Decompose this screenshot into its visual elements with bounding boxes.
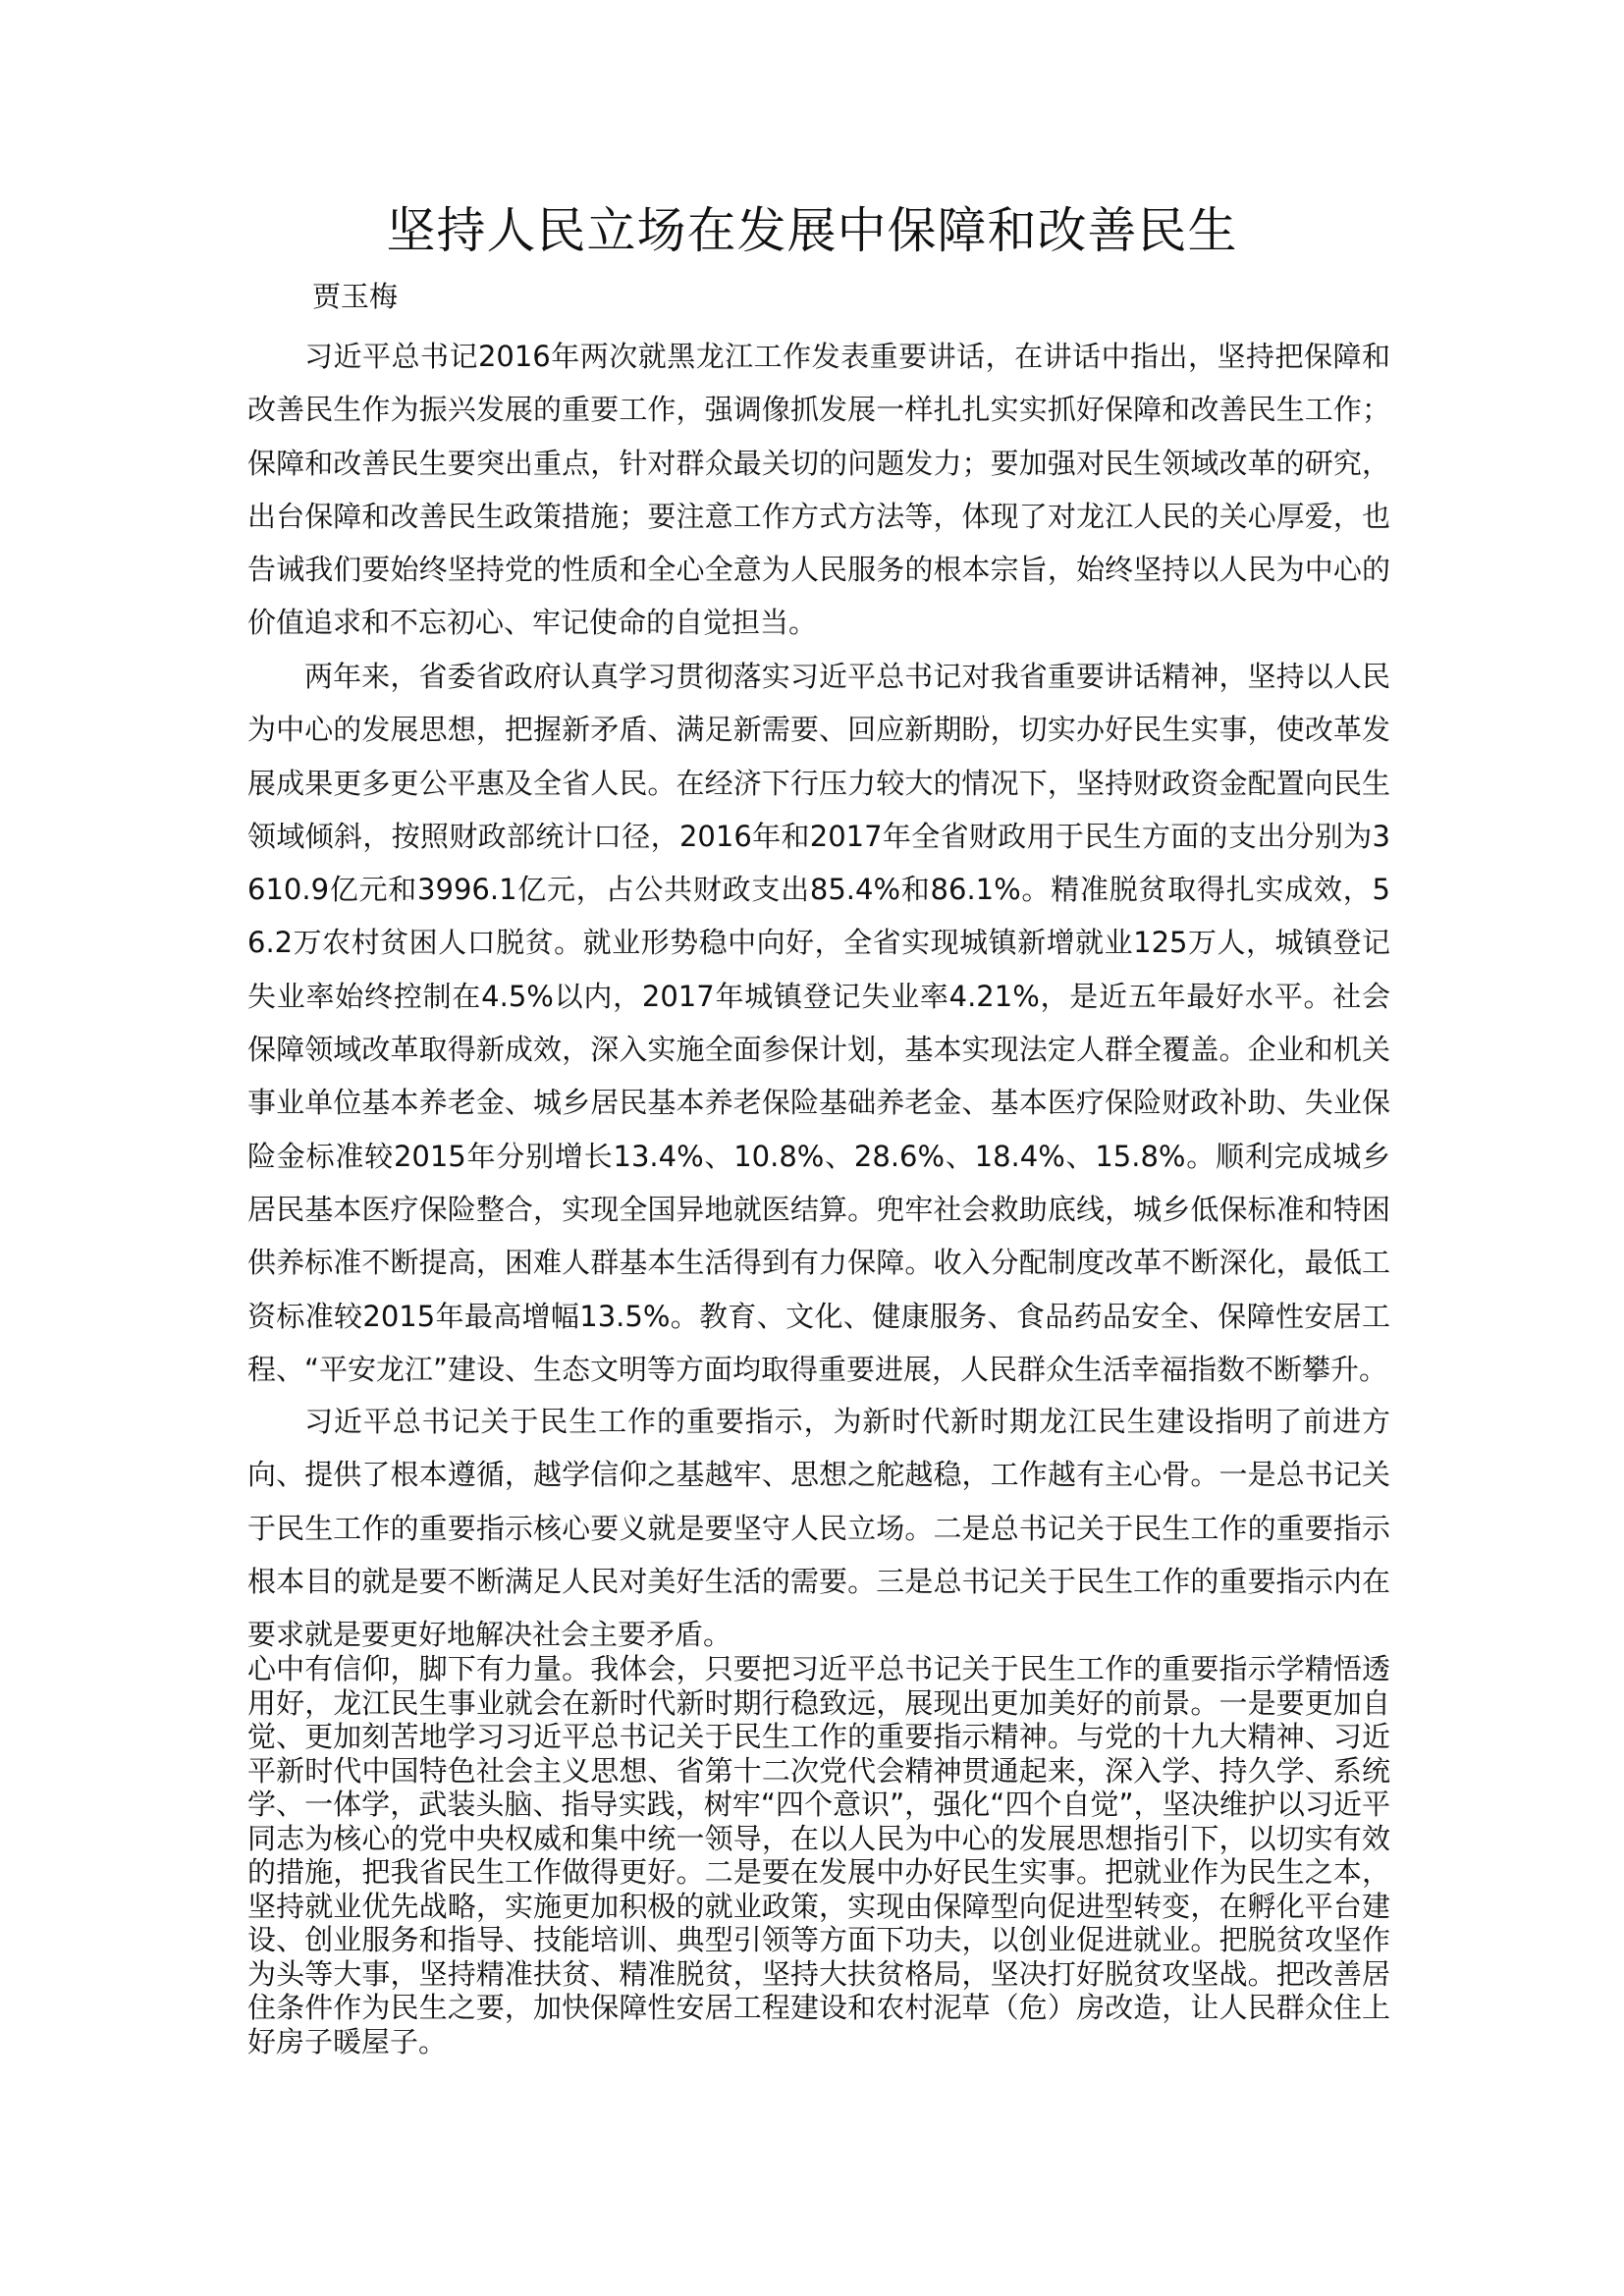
body-paragraph: 习近平总书记2016年两次就黑龙江工作发表重要讲话，在讲话中指出，坚持把保障和改善民生作为振兴发展的重要工作，强调像抓发展一样扎扎实实抓好保障和改善民生工作；保障和改善民生要突出重点，针对群众最关切的问题发力；要加强对民生领域改革的研究，出台保障和改善民生政策措施；要注意工作方式方法等，体现了对龙江人民的关心厚爱，也告诫我们要始终坚持党的性质和全心全意为人民服务的根本宗旨，始终坚持以人民为中心的价值追求和不忘初心、牢记使命的自觉担当。: [247, 340, 1390, 640]
body-paragraph-1-block: [247, 330, 1390, 650]
body-paragraph: 心中有信仰，脚下有力量。我体会，只要把习近平总书记关于民生工作的重要指示学精悟透用好，龙江民生事业就会在新时代新时期行稳致远，展现出更加美好的前景。一是要更加自觉、更加刻苦地学习习近平总书记关于民生工作的重要指示精神。与党的十九大精神、习近平新时代中国特色社会主义思想、省第十二次党代会精神贯通起来，深入学、持久学、系统学、一体学，武装头脑、指导实践，树牢“四个意识”，强化“四个自觉”，坚决维护以习近平同志为核心的党中央权威和集中统一领导，在以人民为中心的发展思想指引下，以切实有效的措施，把我省民生工作做得更好。二是要在发展中办好民生实事。把就业作为民生之本，坚持就业优先战略，实施更加积极的就业政策，实现由保障型向促进型转变，在孵化平台建设、创业服务和指导、技能培训、典型引领等方面下功夫，以创业促进就业。把脱贫攻坚作为头等大事，坚持精准扶贫、精准脱贫，坚持大扶贫格局，坚决打好脱贫攻坚战。把改善居住条件作为民生之要，加快保障性安居工程建设和农村泥草（危）房改造，让人民群众住上好房子暖屋子。: [247, 1652, 1390, 2058]
document-title: 坚持人民立场在发展中保障和改善民生: [386, 202, 1238, 259]
body-paragraph: 两年来，省委省政府认真学习贯彻落实习近平总书记对我省重要讲话精神，坚持以人民为中心的发展思想，把握新矛盾、满足新需要、回应新期盼，切实办好民生实事，使改革发展成果更多更公平惠及全省人民。在经济下行压力较大的情况下，坚持财政资金配置向民生领域倾斜，按照财政部统计口径，2016年和2017年全省财政用于民生方面的支出分别为3610.9亿元和3996.1亿元，占公共财政支出85.4%和86.1%。精准脱贫取得扎实成效，56.2万农村贫困人口脱贫。就业形势稳中向好，全省实现城镇新增就业125万人，城镇登记失业率始终控制在4.5%以内，2017年城镇登记失业率4.21%，是近五年最好水平。社会保障领域改革取得新成效，深入实施全面参保计划，基本实现法定人群全覆盖。企业和机关事业单位基本养老金、城乡居民基本养老保险基础养老金、基本医疗保险财政补助、失业保险金标准较2015年分别增长13.4%、10.8%、28.6%、18.4%、15.8%。顺利完成城乡居民基本医疗保险整合，实现全国异地就医结算。兜牢社会救助底线，城乡低保标准和特困供养标准不断提高，困难人群基本生活得到有力保障。收入分配制度改革不断深化，最低工资标准较2015年最高增幅13.5%。教育、文化、健康服务、食品药品安全、保障性安居工程、“平安龙江”建设、生态文明等方面均取得重要进展，人民群众生活幸福指数不断攀升。: [247, 660, 1390, 1386]
document-author: 贾玉梅: [312, 280, 399, 313]
body-paragraph-2-block: [247, 650, 1390, 1396]
body-paragraph: 习近平总书记关于民生工作的重要指示，为新时代新时期龙江民生建设指明了前进方向、提供了根本遵循，越学信仰之基越牢、思想之舵越稳，工作越有主心骨。一是总书记关于民生工作的重要指示核心要义就是要坚守人民立场。二是总书记关于民生工作的重要指示根本目的就是要不断满足人民对美好生活的需要。三是总书记关于民生工作的重要指示内在要求就是要更好地解决社会主要矛盾。: [247, 1405, 1390, 1652]
body-paragraph-3-block: [247, 1395, 1390, 1661]
body-paragraph-4-block: [247, 1652, 1390, 2058]
